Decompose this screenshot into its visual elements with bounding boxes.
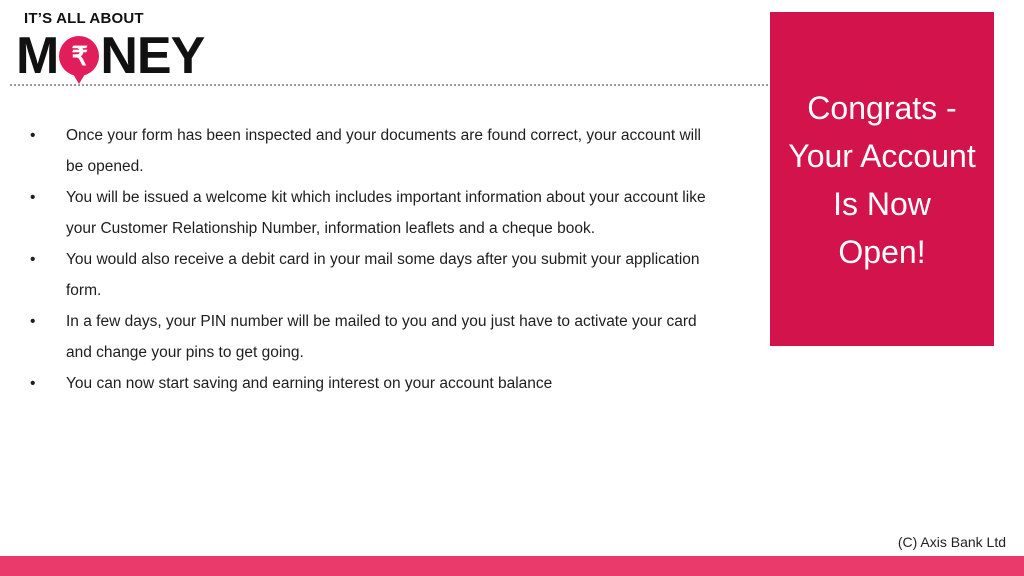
bullet-text: You will be issued a welcome kit which includes important information about your account like your Customer Relationship Number, information leaflets and a cheque book.	[66, 189, 706, 237]
bullet-text: In a few days, your PIN number will be mailed to you and you just have to activate your card and change your pins to get going.	[66, 313, 697, 361]
list-item	[30, 182, 720, 244]
bullet-marker: •	[30, 189, 36, 206]
list-item	[30, 120, 720, 182]
bullet-marker: •	[30, 313, 36, 330]
rupee-badge-icon	[59, 36, 99, 76]
logo-word-suffix: NEY	[100, 27, 205, 85]
bullet-marker: •	[30, 375, 36, 392]
list-item	[30, 306, 720, 368]
list-item	[30, 244, 720, 306]
list-item	[30, 368, 720, 399]
rupee-symbol: ₹	[71, 41, 88, 71]
brand-logo	[14, 8, 234, 85]
bullet-marker: •	[30, 127, 36, 144]
highlight-panel	[770, 12, 994, 346]
speech-tail	[73, 74, 85, 84]
logo-wordmark	[16, 27, 205, 85]
header-divider	[10, 84, 768, 86]
logo-word-prefix: M	[16, 27, 59, 85]
bullet-list	[30, 120, 720, 399]
footer-bar	[0, 556, 1024, 576]
panel-headline: Congrats - Your Account Is Now Open!	[788, 90, 976, 270]
bullet-text: You can now start saving and earning interest on your account balance	[66, 375, 553, 392]
bullet-text: You would also receive a debit card in your mail some days after you submit your application form.	[66, 251, 700, 299]
bullet-marker: •	[30, 251, 36, 268]
logo-tagline: IT’S ALL ABOUT	[24, 10, 144, 27]
copyright-notice: (C) Axis Bank Ltd	[897, 534, 1006, 550]
bullet-text: Once your form has been inspected and your documents are found correct, your account will be opened.	[66, 127, 701, 175]
